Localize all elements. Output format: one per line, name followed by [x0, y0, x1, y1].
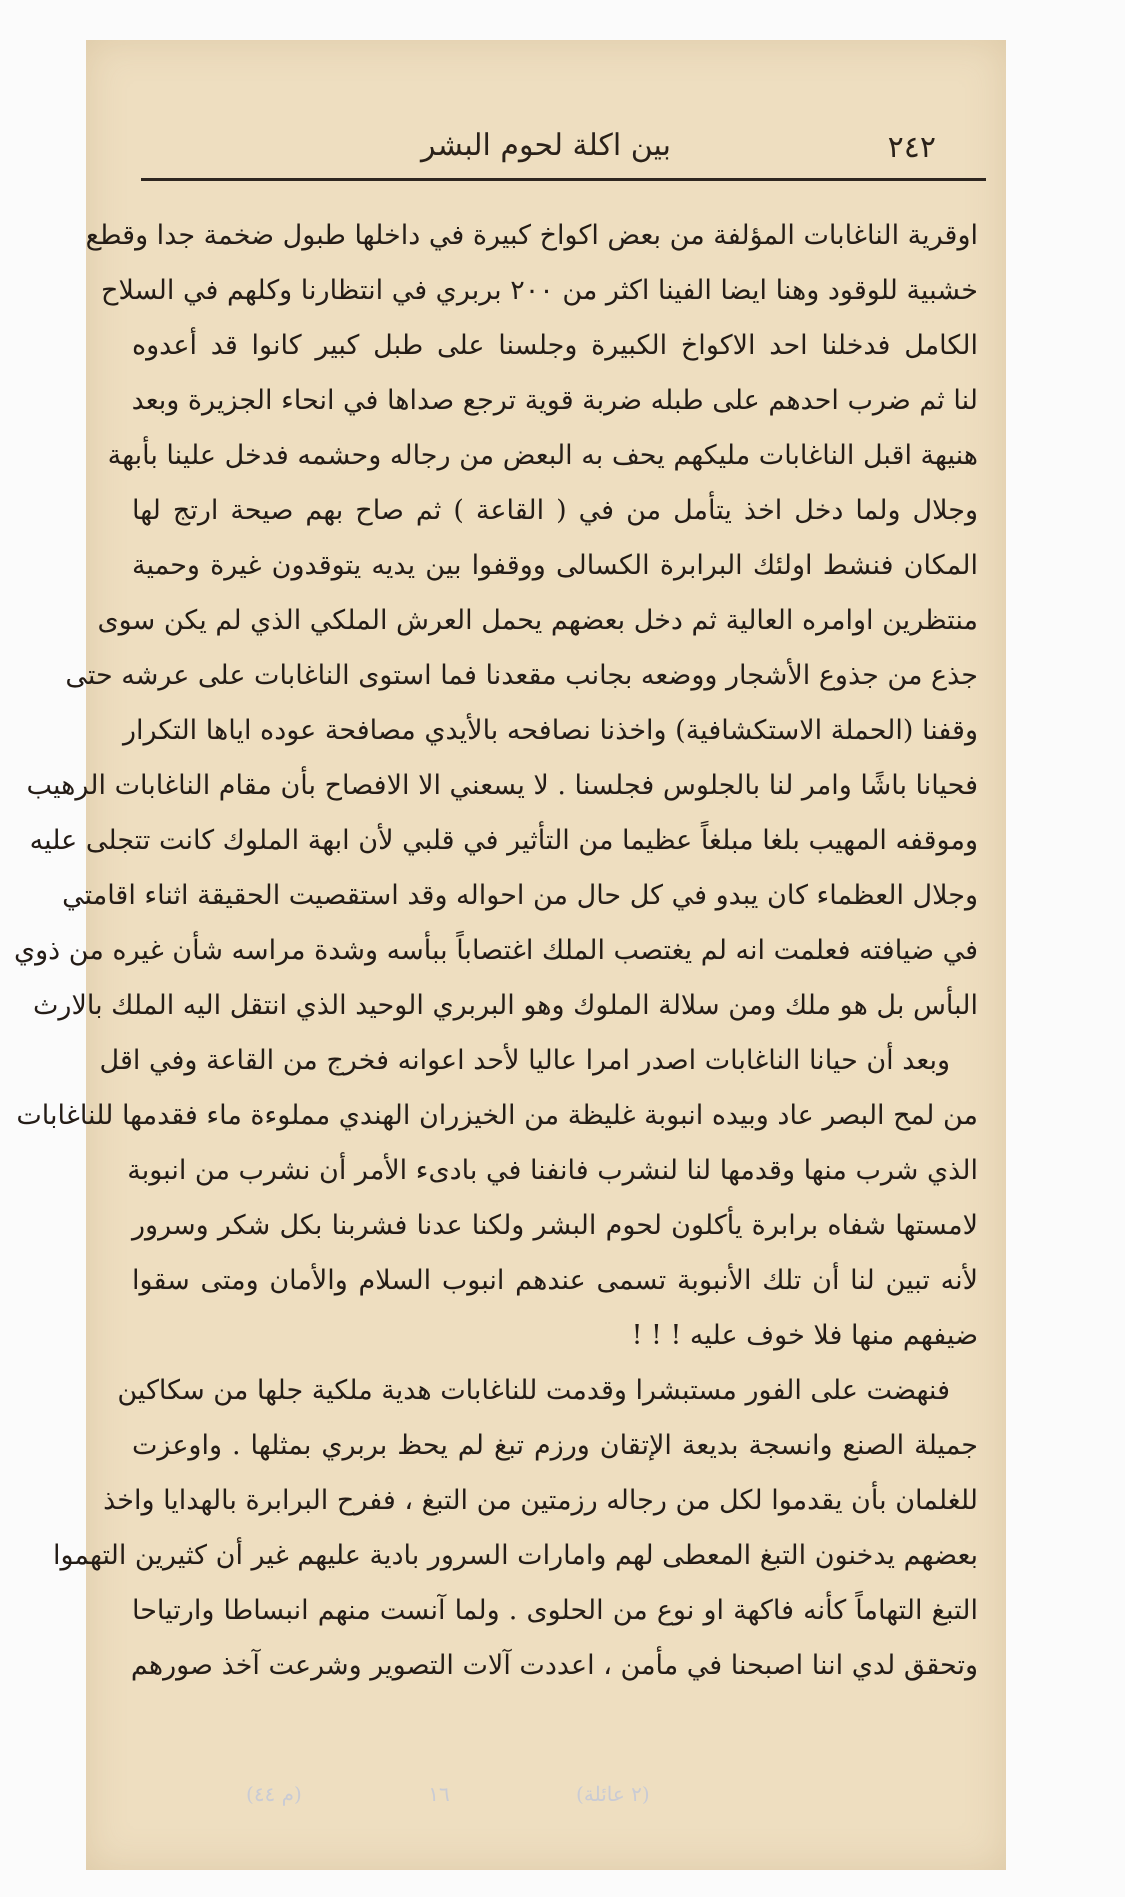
text-line: من لمح البصر عاد وبيده انبوبة غليظة من الخيزران الهندي مملوءة ماء فقدمها للناغابات [16, 1100, 978, 1131]
text-line: فحيانا باشًا وامر لنا بالجلوس فجلسنا . لا يسعني الا الافصاح بأن مقام الناغابات الرهيب [26, 770, 978, 801]
text-line: ضيفهم منها فلا خوف عليه ! ! ! [631, 1320, 978, 1351]
text-line: وتحقق لدي اننا اصبحنا في مأمن ، اعددت آلات التصوير وشرعت آخذ صورهم [130, 1650, 978, 1681]
text-line: البأس بل هو ملك ومن سلالة الملوك وهو البربري الوحيد الذي انتقل اليه الملك بالارث [33, 990, 978, 1021]
text-line: الكامل فدخلنا احد الاكواخ الكبيرة وجلسنا على طبل كبير كانوا قد أعدوه [132, 330, 978, 361]
header-divider [141, 178, 986, 181]
paragraph [52, 1363, 978, 1693]
text-line: جميلة الصنع وانسجة بديعة الإتقان ورزم تبغ لم يحظ بربري بمثلها . واوعزت [132, 1430, 978, 1461]
text-line: في ضيافته فعلمت انه لم يغتصب الملك اغتصاباً ببأسه وشدة مراسه شأن غيره من ذوي [14, 935, 978, 966]
text-line: وجلال ولما دخل اخذ يتأمل من في ( القاعة ) ثم صاح بهم صيحة ارتج لها [132, 495, 978, 526]
text-line: هنيهة اقبل الناغابات مليكهم يحف به البعض من رجاله وحشمه فدخل علينا بأبهة [107, 440, 978, 471]
text-line: للغلمان بأن يقدموا لكل من رجاله رزمتين من التبغ ، ففرح البرابرة بالهدايا واخذ [103, 1485, 978, 1516]
text-line: الذي شرب منها وقدمها لنا لنشرب فانفنا في بادىء الأمر أن نشرب من انبوبة [127, 1155, 978, 1186]
footer-mark: (م ٤٤) [246, 1782, 302, 1806]
page-header [136, 120, 956, 180]
text-line: وقفنا (الحملة الاستكشافية) واخذنا نصافحه بالأيدي مصافحة عوده اياها التكرار [122, 715, 978, 746]
page-footer [126, 1782, 650, 1806]
text-line: لأنه تبين لنا أن تلك الأنبوبة تسمى عندهم انبوب السلام والأمان ومتى سقوا [132, 1265, 978, 1296]
text-line: التبغ التهاماً كأنه فاكهة او نوع من الحلوى . ولما آنست منهم انبساطا وارتياحا [132, 1595, 978, 1626]
text-line: جذع من جذوع الأشجار ووضعه بجانب مقعدنا فما استوى الناغابات على عرشه حتى [65, 660, 978, 691]
footer-mark: (٢ عائلة) [576, 1782, 650, 1806]
text-line: بعضهم يدخنون التبغ المعطى لهم وامارات السرور بادية عليهم غير أن كثيرين التهموا [52, 1540, 978, 1571]
body-text [14, 208, 978, 1693]
text-line: خشبية للوقود وهنا ايضا الفينا اكثر من ٢٠٠ بربري في انتظارنا وكلهم في السلاح [101, 275, 978, 306]
text-line: وجلال العظماء كان يبدو في كل حال من احواله وقد استقصيت الحقيقة اثناء اقامتي [62, 880, 978, 911]
footer-mark: ١٦ [428, 1782, 450, 1806]
text-line: لامستها شفاه برابرة يأكلون لحوم البشر ولكنا عدنا فشربنا بكل شكر وسرور [132, 1210, 978, 1241]
text-line: المكان فنشط اولئك البرابرة الكسالى ووقفوا بين يديه يتوقدون غيرة وحمية [132, 550, 978, 581]
text-line: لنا ثم ضرب احدهم على طبله ضربة قوية ترجع صداها في انحاء الجزيرة وبعد [131, 385, 978, 416]
text-line: اوقرية الناغابات المؤلفة من بعض اكواخ كبيرة في داخلها طبول ضخمة جدا وقطع [85, 220, 978, 251]
text-line: فنهضت على الفور مستبشرا وقدمت للناغابات هدية ملكية جلها من سكاكين [117, 1375, 950, 1406]
text-line: وبعد أن حيانا الناغابات اصدر امرا عاليا لأحد اعوانه فخرج من القاعة وفي اقل [99, 1045, 950, 1076]
paragraph [16, 1033, 978, 1363]
text-line: منتظرين اوامره العالية ثم دخل بعضهم يحمل العرش الملكي الذي لم يكن سوى [97, 605, 978, 636]
page-number: ٢٤٢ [887, 130, 936, 165]
text-line: وموقفه المهيب بلغا مبلغاً عظيما من التأثير في قلبي لأن ابهة الملوك كانت تتجلى عليه [29, 825, 978, 856]
paragraph [14, 208, 978, 1033]
running-title: بين اكلة لحوم البشر [421, 128, 671, 163]
book-page [14, 40, 1006, 1870]
